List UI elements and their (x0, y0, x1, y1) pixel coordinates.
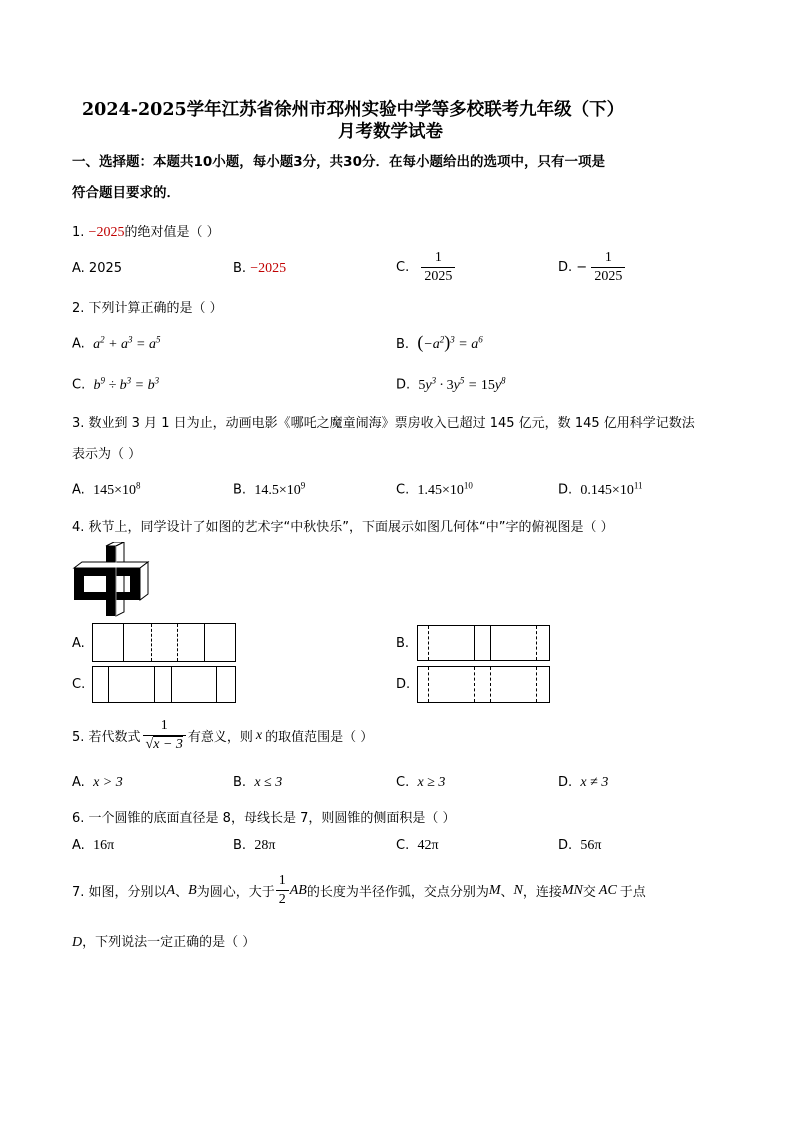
q3-option-c[interactable]: C. $1.45\times 10^{10}$ (396, 480, 473, 498)
page-subtitle: 月考数学试卷 (338, 122, 443, 142)
q2-option-a[interactable]: A. $a^2 + a^3 = a^5$ (72, 334, 161, 352)
q6-option-b[interactable]: B. 28π (233, 838, 276, 853)
page-title: 2024-2025学年江苏省徐州市邳州实验中学等多校联考九年级（下） (82, 100, 625, 120)
question-7-cont: D，下列说法一定正确的是（ ） (72, 935, 256, 950)
question-2: 2. 下列计算正确的是（ ） (72, 301, 223, 316)
q6-option-c[interactable]: C. 42π (396, 838, 439, 853)
q4-option-c-label[interactable]: C. (72, 677, 86, 692)
section-header: 一、选择题：本题共10小题，每小题3分，共30分．在每小题给出的选项中，只有一项是 (72, 154, 605, 170)
question-6: 6. 一个圆锥的底面直径是 8，母线长是 7，则圆锥的侧面积是（ ） (72, 811, 456, 826)
fraction: $\frac{1}{2025}$ (591, 249, 625, 286)
question-1: 1. −2025的绝对值是（ ） (72, 225, 220, 240)
q4-option-b-label[interactable]: B. (396, 636, 410, 651)
q4-option-c-figure[interactable] (92, 666, 236, 703)
q4-option-a-label[interactable]: A. (72, 636, 85, 651)
q4-option-b-figure[interactable] (417, 625, 550, 661)
q6-option-a[interactable]: A. 16π (72, 838, 115, 853)
q2-option-d[interactable]: D. $5y^3 \cdot 3y^5 = 15y^8$ (396, 375, 506, 393)
q4-option-a-figure[interactable] (92, 623, 236, 662)
q5-option-d[interactable]: D. x ≠ 3 (558, 775, 609, 790)
question-4: 4. 秋节上，同学设计了如图的艺术字“中秋快乐”，下面展示如图几何体“中”字的俯视图是（ ） (72, 520, 614, 535)
q2-option-b[interactable]: B. $(-a^2)^3 = a^6$ (396, 332, 483, 352)
fraction: $\frac{1}{2}$ (276, 872, 289, 909)
q1-option-b[interactable]: B. −2025 (233, 261, 287, 276)
question-3: 3. 数业到 3 月 1 日为止，动画电影《哪吒之魔童闹海》票房收入已超过 145 亿元，数 145 亿用科学记数法 (72, 416, 695, 431)
q1-option-d[interactable]: D. − $\frac{1}{2025}$ (558, 249, 625, 286)
q4-option-d-label[interactable]: D. (396, 677, 411, 692)
fraction: $\frac{1}{2025}$ (421, 249, 455, 286)
q1-option-a[interactable]: A. 2025 (72, 261, 123, 276)
question-7: 7. 如图，分别以 A 、 B 为圆心，大于 $\frac{1}{2}$ AB 的长度为半径作弧，交点分别为 M 、 N ，连接 MN 交 AC 于点 (72, 873, 646, 907)
q3-option-a[interactable]: A. $145\times 10^8$ (72, 480, 141, 498)
q3-option-d[interactable]: D. $0.145\times 10^{11}$ (558, 480, 643, 498)
q6-option-d[interactable]: D. 56π (558, 838, 602, 853)
question-5: 5. 若代数式 $\frac{1}{√x - 3}$ 有意义，则 x 的取值范围是（ ） (72, 718, 374, 752)
q5-option-b[interactable]: B. x ≤ 3 (233, 775, 283, 790)
question-3-cont: 表示为（ ） (72, 447, 142, 462)
q2-option-c[interactable]: C. $b^9 \div b^3 = b^3$ (72, 375, 160, 393)
q5-option-c[interactable]: C. x ≥ 3 (396, 775, 446, 790)
sqrt-fraction: $\frac{1}{√x - 3}$ (143, 717, 186, 754)
q4-option-d-figure[interactable] (417, 666, 550, 703)
q5-option-a[interactable]: A. x > 3 (72, 775, 123, 790)
q1-option-c[interactable]: C. $\frac{1}{2025}$ (396, 249, 455, 286)
section-header-cont: 符合题目要求的． (72, 185, 180, 201)
q3-option-b[interactable]: B. $14.5\times 10^9$ (233, 480, 306, 498)
zhong-3d-figure (70, 542, 160, 622)
